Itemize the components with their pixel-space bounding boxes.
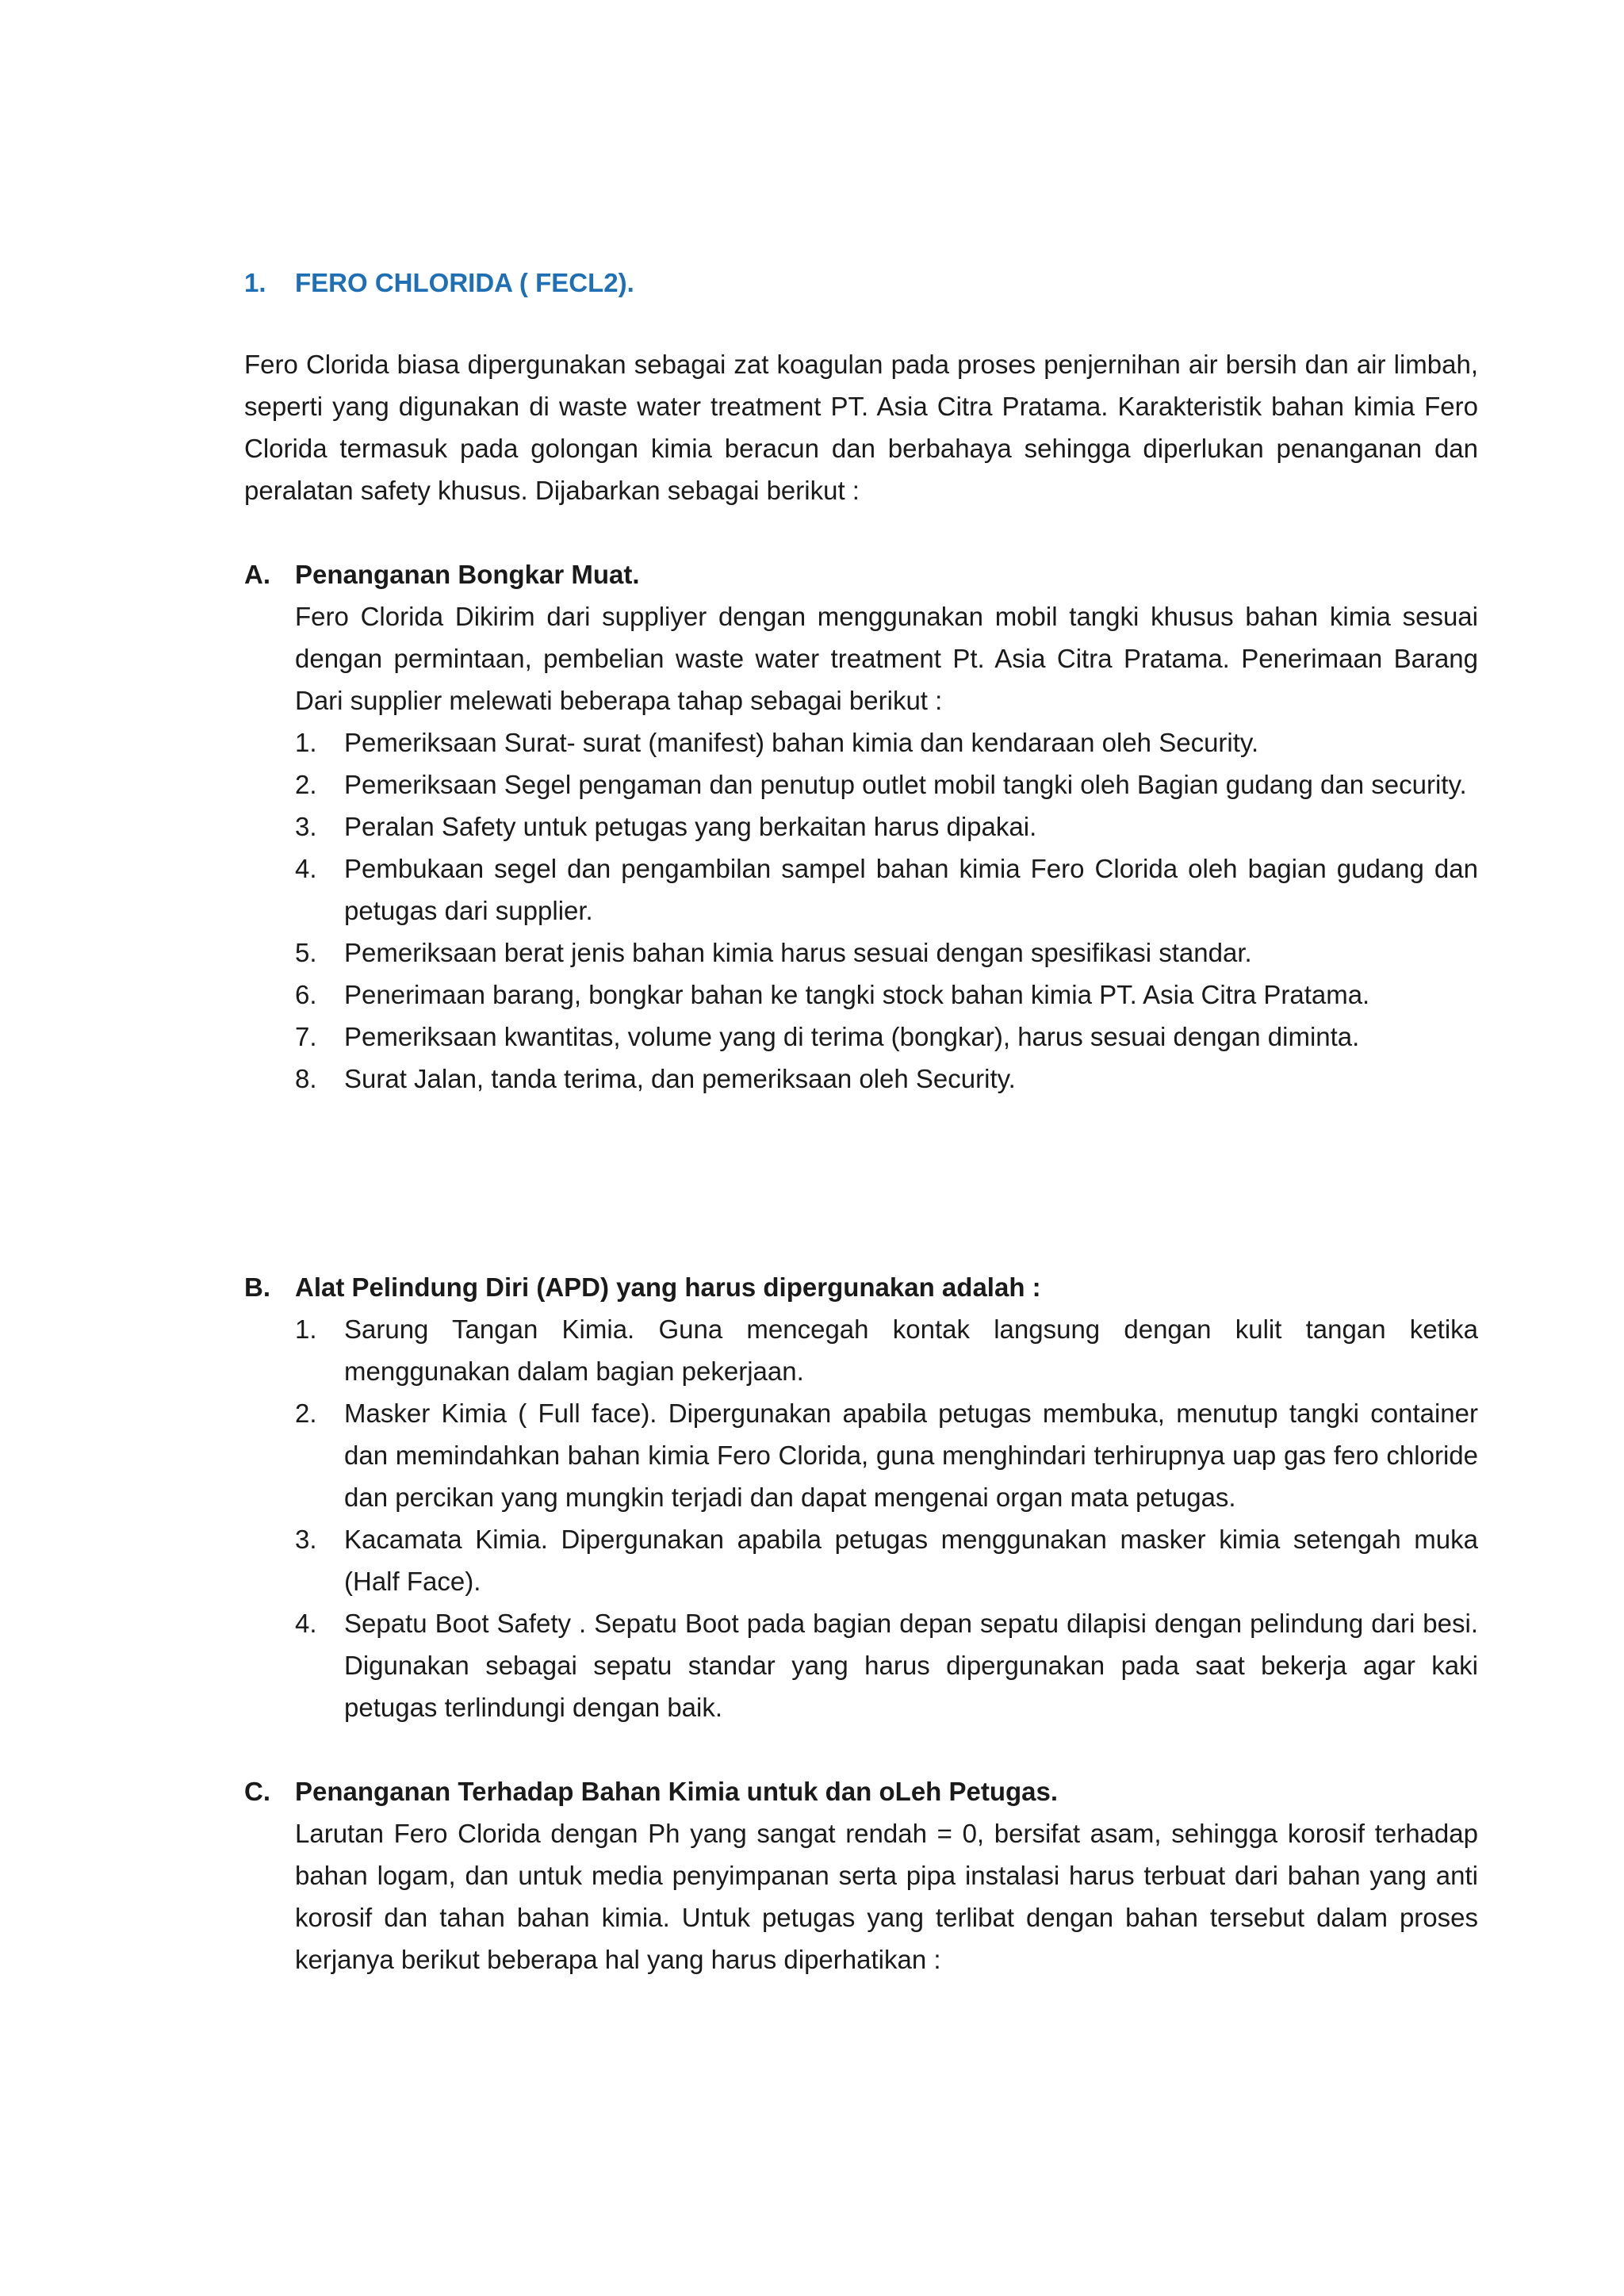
intro-paragraph: Fero Clorida biasa dipergunakan sebagai zat koagulan pada proses penjernihan air bersih dan air limbah, seperti yang digunakan di waste water treatment PT. Asia Citra Pratama. Karakteristik bahan kimia Fero Clorida termasuk pada golongan kimia beracun dan berbahaya sehingga diperlukan penanganan dan peralatan safety khusus. Dijabarkan sebagai berikut : xyxy=(244,350,1478,505)
section-letter: B. xyxy=(244,1272,270,1302)
list-item-number: 1. xyxy=(295,1314,317,1344)
list-item-number: 3. xyxy=(295,812,317,841)
chapter-number: 1. xyxy=(244,268,266,297)
list-item-number: 3. xyxy=(295,1525,317,1554)
chapter-title xyxy=(244,262,1478,304)
list-item-text: Pembukaan segel dan pengambilan sampel bahan kimia Fero Clorida oleh bagian gudang dan petugas dari supplier. xyxy=(344,854,1478,925)
list-item-text: Kacamata Kimia. Dipergunakan apabila petugas menggunakan masker kimia setengah muka (Half Face). xyxy=(344,1525,1478,1596)
list-item xyxy=(295,721,1478,763)
list-item xyxy=(295,1058,1478,1100)
section-heading-text: Alat Pelindung Diri (APD) yang harus dipergunakan adalah : xyxy=(295,1272,1041,1302)
section-heading xyxy=(244,553,1478,595)
list-item-number: 8. xyxy=(295,1064,317,1093)
section-paragraph: Fero Clorida Dikirim dari suppliyer dengan menggunakan mobil tangki khusus bahan kimia sesuai dengan permintaan, pembelian waste water treatment Pt. Asia Citra Pratama. Penerimaan Barang Dari supplier melewati beberapa tahap sebagai berikut : xyxy=(295,602,1478,715)
list-item-text: Masker Kimia ( Full face). Dipergunakan apabila petugas membuka, menutup tangki container dan memindahkan bahan kimia Fero Clorida, guna menghindari terhirupnya uap gas fero chloride dan percikan yang mungkin terjadi dan dapat mengenai organ mata petugas. xyxy=(344,1399,1478,1512)
list-item xyxy=(295,932,1478,974)
list-item-text: Peralan Safety untuk petugas yang berkaitan harus dipakai. xyxy=(344,812,1037,841)
section-heading xyxy=(244,1770,1478,1812)
section-heading-text: Penanganan Bongkar Muat. xyxy=(295,560,640,589)
numbered-list xyxy=(295,1308,1478,1728)
section-b xyxy=(244,1266,1478,1728)
list-item-number: 6. xyxy=(295,980,317,1009)
list-item-text: Pemeriksaan kwantitas, volume yang di terima (bongkar), harus sesuai dengan diminta. xyxy=(344,1022,1360,1051)
list-item xyxy=(295,806,1478,848)
list-item xyxy=(295,1602,1478,1728)
section-body xyxy=(295,595,1478,1100)
list-item xyxy=(295,1518,1478,1602)
section-body xyxy=(295,1308,1478,1728)
section-a xyxy=(244,553,1478,1100)
list-item xyxy=(295,1308,1478,1392)
section-body xyxy=(295,1812,1478,1980)
list-item xyxy=(295,1392,1478,1518)
list-item xyxy=(295,974,1478,1016)
numbered-list xyxy=(295,721,1478,1100)
section-letter: C. xyxy=(244,1777,270,1806)
document-content xyxy=(244,262,1478,1980)
section-c xyxy=(244,1770,1478,1980)
list-item-number: 2. xyxy=(295,1399,317,1428)
list-item-text: Pemeriksaan Surat- surat (manifest) bahan kimia dan kendaraan oleh Security. xyxy=(344,728,1259,757)
list-item xyxy=(295,763,1478,806)
list-item-text: Pemeriksaan berat jenis bahan kimia harus sesuai dengan spesifikasi standar. xyxy=(344,938,1252,967)
list-item-number: 2. xyxy=(295,770,317,799)
list-item-number: 1. xyxy=(295,728,317,757)
list-item-text: Pemeriksaan Segel pengaman dan penutup outlet mobil tangki oleh Bagian gudang dan security. xyxy=(344,770,1467,799)
list-item xyxy=(295,1016,1478,1058)
section-heading-text: Penanganan Terhadap Bahan Kimia untuk dan oLeh Petugas. xyxy=(295,1777,1059,1806)
section-paragraph: Larutan Fero Clorida dengan Ph yang sangat rendah = 0, bersifat asam, sehingga korosif terhadap bahan logam, dan untuk media penyimpanan serta pipa instalasi harus terbuat dari bahan yang anti korosif dan tahan bahan kimia. Untuk petugas yang terlibat dengan bahan tersebut dalam proses kerjanya berikut beberapa hal yang harus diperhatikan : xyxy=(295,1819,1478,1974)
list-item xyxy=(295,848,1478,932)
list-item-number: 4. xyxy=(295,1609,317,1638)
chapter-title-text: FERO CHLORIDA ( FECL2). xyxy=(295,268,634,297)
list-item-text: Sepatu Boot Safety . Sepatu Boot pada bagian depan sepatu dilapisi dengan pelindung dari besi. Digunakan sebagai sepatu standar yang harus dipergunakan pada saat bekerja agar kaki petugas terlindungi dengan baik. xyxy=(344,1609,1478,1722)
list-item-text: Sarung Tangan Kimia. Guna mencegah kontak langsung dengan kulit tangan ketika menggunakan dalam bagian pekerjaan. xyxy=(344,1314,1478,1386)
list-item-text: Surat Jalan, tanda terima, dan pemeriksaan oleh Security. xyxy=(344,1064,1016,1093)
list-item-number: 7. xyxy=(295,1022,317,1051)
section-letter: A. xyxy=(244,560,270,589)
list-item-number: 4. xyxy=(295,854,317,883)
list-item-text: Penerimaan barang, bongkar bahan ke tangki stock bahan kimia PT. Asia Citra Pratama. xyxy=(344,980,1370,1009)
section-heading xyxy=(244,1266,1478,1308)
list-item-number: 5. xyxy=(295,938,317,967)
